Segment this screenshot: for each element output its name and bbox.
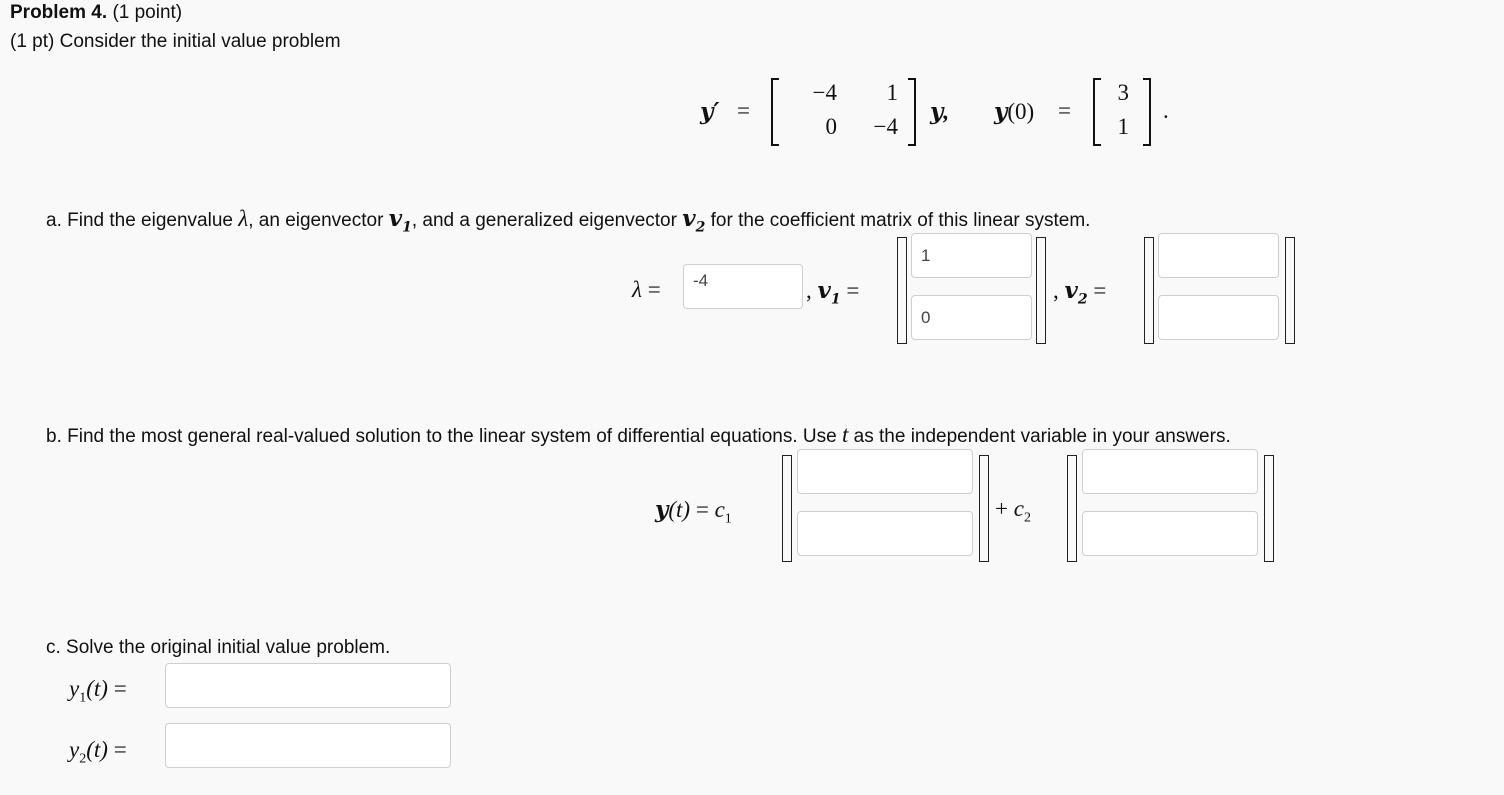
ic-equals-sign: = bbox=[1058, 98, 1071, 123]
v2-component-2-input[interactable] bbox=[1158, 295, 1279, 340]
part-b-prompt: b. Find the most general real-valued solution to the linear system of differential equations. Use t as the independent variable in your answers. bbox=[46, 422, 1231, 447]
ic-right-bracket bbox=[1143, 78, 1151, 146]
solution-vec2-component-2-input[interactable] bbox=[1082, 511, 1258, 556]
y-vector-symbol: y′ bbox=[700, 98, 720, 125]
y1-label: $y_1(t)$ = bbox=[69, 676, 127, 706]
matrix-left-bracket bbox=[771, 78, 779, 146]
v2-symbol: $v_2$ bbox=[682, 205, 706, 236]
c2-term-label: + $c_2$ bbox=[995, 496, 1031, 526]
lambda-label: λ = bbox=[632, 277, 661, 302]
v2-component-1-input[interactable] bbox=[1158, 233, 1279, 278]
problem-header bbox=[10, 2, 182, 24]
lambda-input[interactable] bbox=[683, 264, 803, 309]
y1-input[interactable] bbox=[165, 663, 451, 708]
v2-right-bracket bbox=[1285, 237, 1295, 344]
equals-sign: = bbox=[737, 98, 750, 123]
v1-component-2-input[interactable] bbox=[911, 295, 1032, 340]
ic-value-1: 3 bbox=[1117, 80, 1129, 105]
general-solution-label: $y(t) = c_1$ bbox=[655, 496, 732, 527]
v1-component-1-input[interactable] bbox=[911, 233, 1032, 278]
part-a-prompt: a. Find the eigenvalue λ, an eigenvector $v_1$, and a generalized eigenvector $v_2$ for the coefficient matrix of this linear system. bbox=[46, 205, 1091, 236]
matrix-right-bracket bbox=[908, 78, 916, 146]
v1-label: , $v_1$ = bbox=[806, 277, 860, 308]
y2-label: $y_2(t)$ = bbox=[69, 737, 127, 767]
y-vector-rhs: y, bbox=[930, 98, 950, 125]
v2-label: , $v_2$ = bbox=[1053, 277, 1107, 308]
v1-right-bracket bbox=[1036, 237, 1046, 344]
problem-intro: (1 pt) Consider the initial value problem bbox=[10, 31, 341, 52]
problem-title: Problem 4. bbox=[10, 2, 108, 23]
matrix-a12: 1 bbox=[886, 80, 898, 105]
solution-vec1-component-1-input[interactable] bbox=[797, 449, 973, 494]
matrix-a11: −4 bbox=[812, 80, 837, 105]
solution-vec2-left-bracket bbox=[1067, 455, 1077, 562]
initial-condition-lhs: y(0) bbox=[994, 98, 1035, 125]
solution-vec1-right-bracket bbox=[979, 455, 989, 562]
y2-input[interactable] bbox=[165, 723, 451, 768]
solution-vec1-left-bracket bbox=[782, 455, 792, 562]
solution-vec1-component-2-input[interactable] bbox=[797, 511, 973, 556]
matrix-a21: 0 bbox=[825, 114, 837, 139]
equation-period: . bbox=[1163, 98, 1169, 123]
solution-vec2-right-bracket bbox=[1264, 455, 1274, 562]
v1-left-bracket bbox=[897, 237, 907, 344]
matrix-a22: −4 bbox=[873, 114, 898, 139]
problem-points: (1 point) bbox=[112, 2, 183, 23]
v2-left-bracket bbox=[1144, 237, 1154, 344]
t-symbol: t bbox=[841, 422, 849, 447]
lambda-symbol: λ bbox=[238, 206, 249, 231]
v1-symbol: $v_1$ bbox=[388, 205, 412, 236]
ic-value-2: 1 bbox=[1117, 114, 1129, 139]
part-c-prompt: c. Solve the original initial value problem. bbox=[46, 637, 391, 658]
solution-vec2-component-1-input[interactable] bbox=[1082, 449, 1258, 494]
